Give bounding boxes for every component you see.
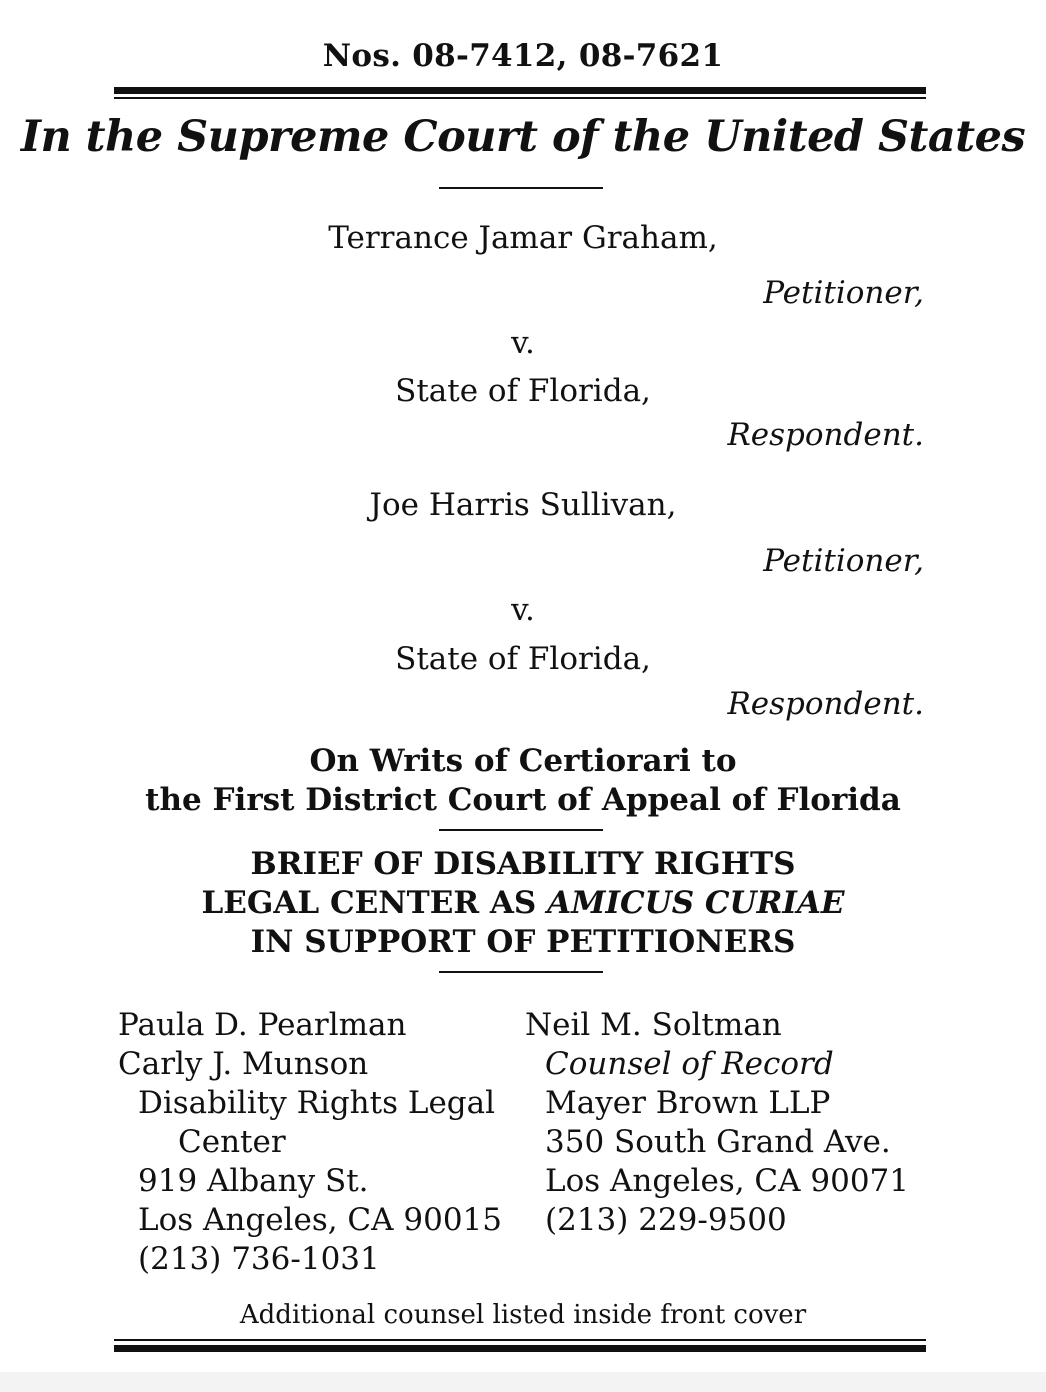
brief-line-1: BRIEF OF DISABILITY RIGHTS: [250, 846, 796, 882]
counsel-right-block: [525, 1006, 909, 1240]
case1-respondent-role: Respondent.: [727, 417, 924, 453]
counsel-right-role: Counsel of Record: [545, 1046, 834, 1082]
writ-line-2: the First District Court of Appeal of Florida: [145, 782, 901, 818]
bottom-thin-rule: [114, 1339, 926, 1341]
writ-heading: [0, 742, 1046, 820]
counsel-right-firm: Mayer Brown LLP: [545, 1085, 831, 1121]
page-edge-shadow: [0, 1372, 1046, 1392]
case2-petitioner-name: Joe Harris Sullivan,: [369, 487, 677, 523]
brief-line-2-italic: AMICUS CURIAE: [547, 885, 845, 921]
counsel-left-org-line-1: Disability Rights Legal: [138, 1085, 496, 1121]
divider-rule: [439, 187, 603, 189]
court-title: In the Supreme Court of the United States: [20, 112, 1026, 162]
counsel-left-phone: (213) 736-1031: [138, 1241, 380, 1277]
brief-title: [0, 845, 1046, 962]
divider-rule: [439, 829, 603, 831]
counsel-left-name-2: Carly J. Munson: [118, 1046, 369, 1082]
brief-line-2: [0, 884, 1046, 923]
case2-respondent-role: Respondent.: [727, 686, 924, 722]
counsel-left-block: [118, 1006, 502, 1279]
additional-counsel-note: Additional counsel listed inside front cover: [239, 1300, 807, 1330]
writ-line-1: On Writs of Certiorari to: [309, 743, 737, 779]
top-thick-rule: [114, 87, 926, 94]
bottom-thick-rule: [114, 1345, 926, 1352]
counsel-left-name-1: Paula D. Pearlman: [118, 1007, 407, 1043]
case2-respondent-name: State of Florida,: [395, 641, 651, 677]
counsel-left-city: Los Angeles, CA 90015: [138, 1202, 503, 1238]
counsel-left-street: 919 Albany St.: [138, 1163, 369, 1199]
case1-respondent-name: State of Florida,: [395, 373, 651, 409]
brief-line-2-prefix: LEGAL CENTER AS: [201, 885, 548, 921]
counsel-left-org-line-2: Center: [178, 1124, 286, 1160]
case1-versus: v.: [511, 325, 535, 361]
top-thin-rule: [114, 97, 926, 99]
brief-line-3: IN SUPPORT OF PETITIONERS: [250, 924, 796, 960]
case1-petitioner-name: Terrance Jamar Graham,: [328, 220, 718, 256]
case2-versus: v.: [511, 592, 535, 628]
divider-rule: [439, 971, 603, 973]
counsel-right-name: Neil M. Soltman: [525, 1007, 782, 1043]
case2-petitioner-role: Petitioner,: [763, 543, 924, 579]
counsel-right-street: 350 South Grand Ave.: [545, 1124, 891, 1160]
counsel-right-city: Los Angeles, CA 90071: [545, 1163, 910, 1199]
counsel-right-phone: (213) 229-9500: [545, 1202, 787, 1238]
docket-numbers: Nos. 08-7412, 08-7621: [322, 38, 724, 74]
case1-petitioner-role: Petitioner,: [763, 275, 924, 311]
